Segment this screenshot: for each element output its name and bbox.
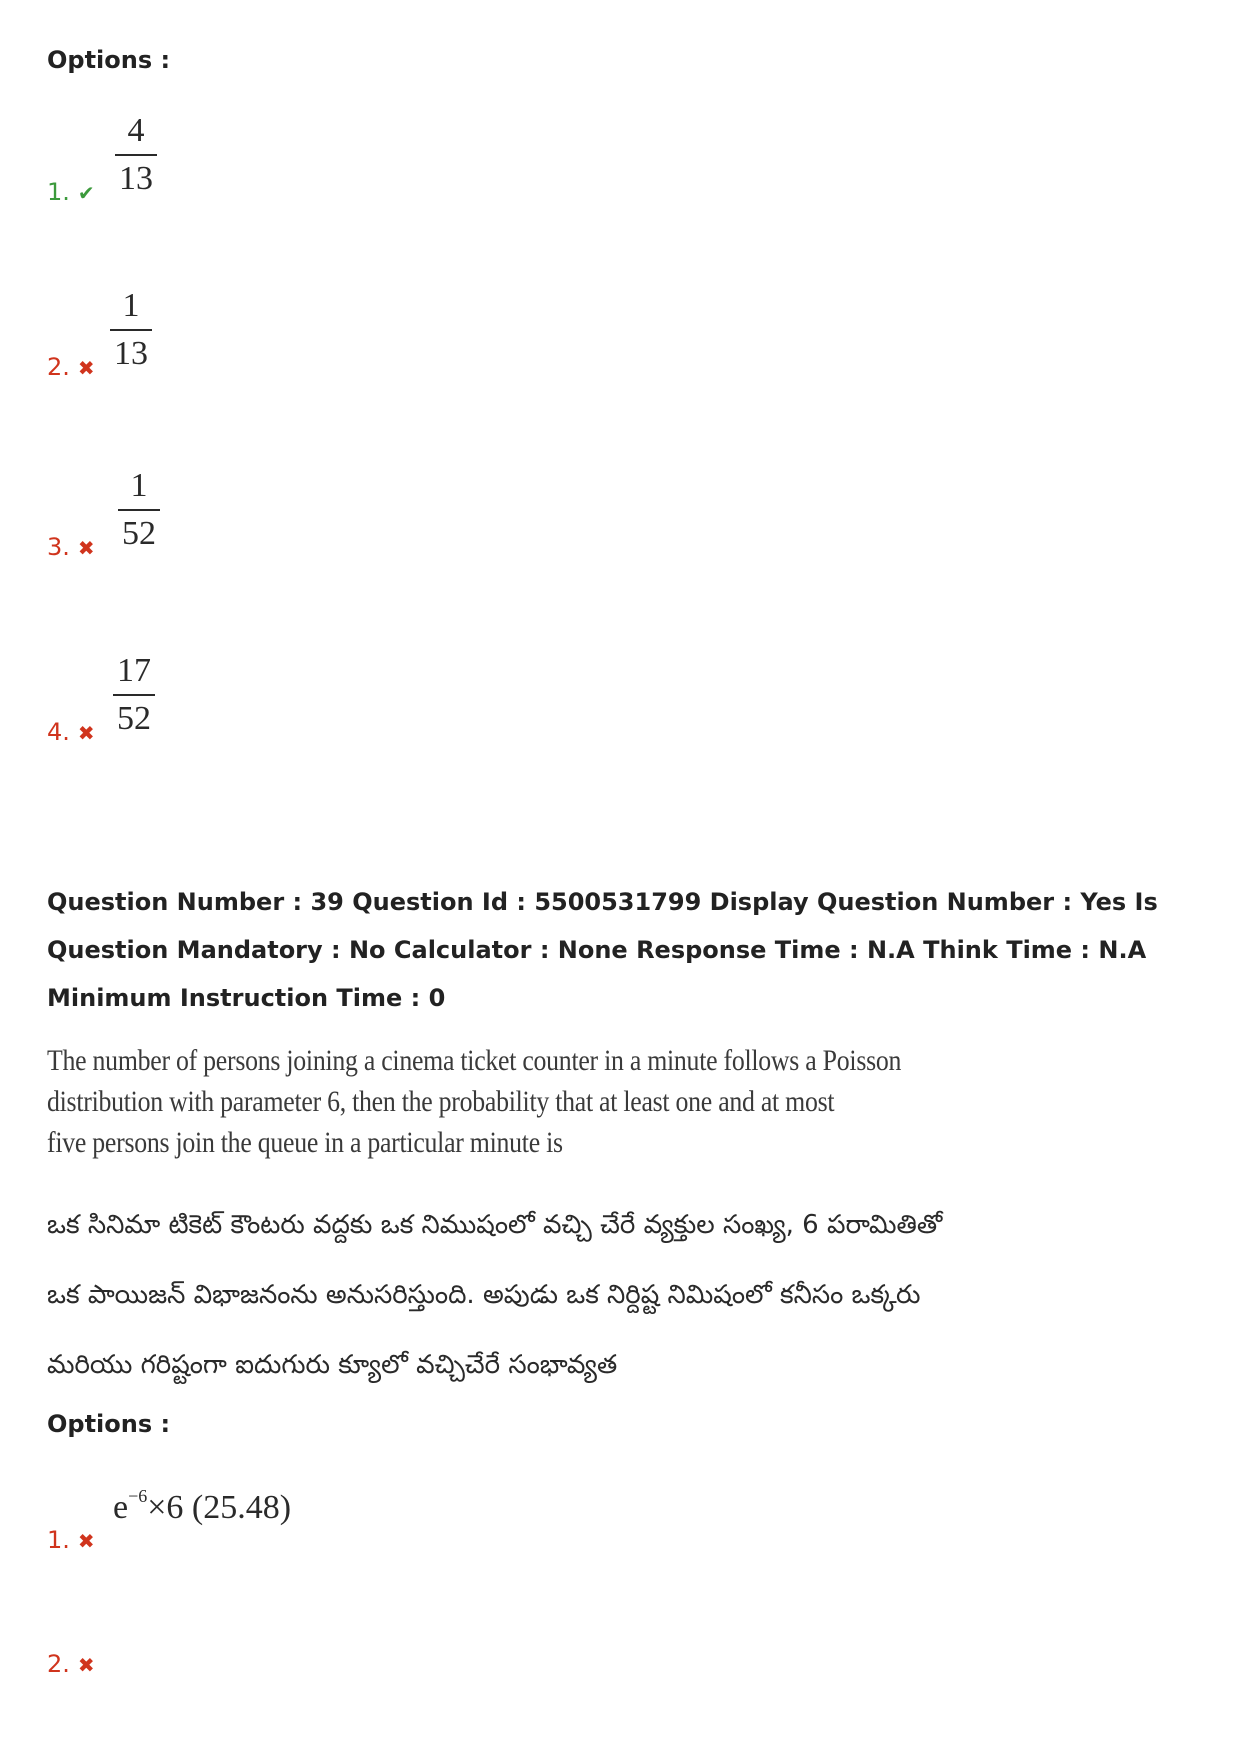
question-line: The number of persons joining a cinema ticket counter in a minute follows a Poisson (47, 1044, 902, 1077)
numerator: 4 (127, 112, 145, 149)
expr-exponent: −6 (128, 1486, 148, 1506)
option-number: 2. (47, 1650, 70, 1678)
numerator: 17 (117, 652, 151, 689)
fraction (115, 114, 157, 196)
option-number: 3. (47, 533, 70, 561)
cross-icon: ✖ (77, 1529, 95, 1553)
option-expression (113, 1486, 291, 1527)
fraction (110, 289, 152, 371)
cross-icon: ✖ (77, 356, 95, 380)
cross-icon: ✖ (77, 1653, 95, 1677)
question-text-english (47, 1040, 902, 1163)
denominator: 52 (122, 515, 156, 552)
numerator: 1 (130, 467, 148, 504)
fraction (118, 469, 160, 551)
denominator: 13 (114, 335, 148, 372)
question-text-telugu (47, 1190, 947, 1400)
question-line: five persons join the queue in a particular minute is (47, 1126, 563, 1159)
fraction (113, 654, 155, 736)
question-line: మరియు గరిష్టంగా ఐదుగురు క్యూలో వచ్చిచేరే సంభావ్యత (47, 1350, 618, 1380)
question-line: ఒక సినిమా టికెట్ కౌంటరు వద్దకు ఒక నిముషంలో వచ్చి చేరే వ్యక్తుల సంఖ్య, 6 పరామితితో (47, 1210, 943, 1240)
option-number: 2. (47, 353, 70, 381)
numerator: 1 (122, 287, 140, 324)
cross-icon: ✖ (77, 536, 95, 560)
option-number: 1. (47, 178, 70, 206)
denominator: 13 (119, 160, 153, 197)
check-icon: ✔ (77, 181, 95, 205)
option-number: 1. (47, 1526, 70, 1554)
options-heading: Options : (47, 46, 171, 74)
expr-base: e (113, 1489, 129, 1526)
expr-rest: ×6 (25.48) (147, 1489, 292, 1526)
question-line: distribution with parameter 6, then the probability that at least one and at most (47, 1085, 835, 1118)
question-meta: Question Number : 39 Question Id : 5500531799 Display Question Number : Yes Is Question Mandatory : No Calculator : None Response Time : N.A Think Time : N.A Minimum Instruction Time : 0 (47, 888, 1158, 1012)
option-number: 4. (47, 718, 70, 746)
denominator: 52 (117, 700, 151, 737)
options-heading: Options : (47, 1410, 171, 1438)
question-line: ఒక పాయిజన్ విభాజనంను అనుసరిస్తుంది. అపుడు ఒక నిర్దిష్ట నిమిషంలో కనీసం ఒక్కరు (47, 1280, 921, 1310)
cross-icon: ✖ (77, 721, 95, 745)
